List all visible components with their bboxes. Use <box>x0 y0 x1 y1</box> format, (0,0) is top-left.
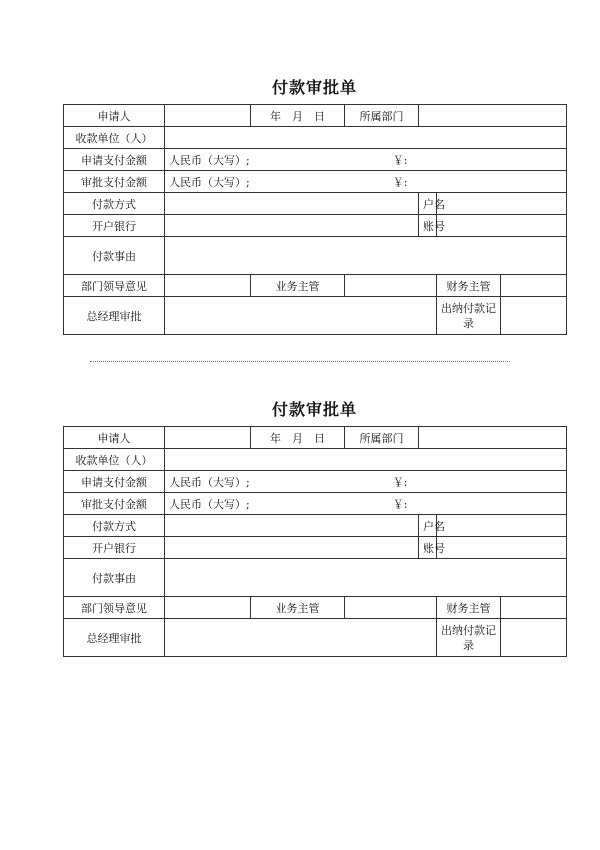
table-row <box>64 171 567 193</box>
account-no-label: 账号 <box>419 215 437 237</box>
department-label: 所属部门 <box>345 427 419 449</box>
apply-amount-label: 申请支付金额 <box>64 149 165 171</box>
table-row <box>64 471 567 493</box>
approval-table <box>63 426 567 657</box>
table-row <box>64 449 567 471</box>
finance-supervisor-label: 财务主管 <box>437 597 501 619</box>
table-row <box>64 537 567 559</box>
payee-unit-label: 收款单位（人） <box>64 449 165 471</box>
payment-approval-form-2 <box>63 398 566 657</box>
table-row <box>64 619 567 657</box>
business-supervisor-field[interactable] <box>345 597 437 619</box>
apply-amount-field[interactable] <box>165 149 567 171</box>
cashier-record-label: 出纳付款记录 <box>437 297 501 335</box>
rmb-capital-label: 人民币（大写）; <box>169 497 250 511</box>
yuan-symbol: ￥: <box>392 497 408 511</box>
payment-method-label: 付款方式 <box>64 193 165 215</box>
table-row <box>64 427 567 449</box>
payment-approval-form-1 <box>63 76 566 335</box>
finance-supervisor-label: 财务主管 <box>437 275 501 297</box>
yuan-symbol: ￥: <box>392 175 408 189</box>
apply-amount-label: 申请支付金额 <box>64 471 165 493</box>
account-name-field[interactable] <box>437 193 567 215</box>
account-no-field[interactable] <box>437 537 567 559</box>
dept-leader-field[interactable] <box>165 597 251 619</box>
table-row <box>64 515 567 537</box>
yuan-symbol: ￥: <box>392 475 408 489</box>
cashier-record-field[interactable] <box>501 297 567 335</box>
account-name-label: 户名 <box>419 193 437 215</box>
finance-supervisor-field[interactable] <box>501 597 567 619</box>
table-row <box>64 127 567 149</box>
rmb-capital-label: 人民币（大写）; <box>169 475 250 489</box>
payment-method-field[interactable] <box>165 193 419 215</box>
applicant-field[interactable] <box>165 105 251 127</box>
approve-amount-label: 审批支付金额 <box>64 171 165 193</box>
yuan-symbol: ￥: <box>392 153 408 167</box>
cashier-record-field[interactable] <box>501 619 567 657</box>
dept-leader-label: 部门领导意见 <box>64 275 165 297</box>
reason-field[interactable] <box>165 559 567 597</box>
account-no-field[interactable] <box>437 215 567 237</box>
approve-amount-field[interactable] <box>165 171 567 193</box>
date-field[interactable]: 年 月 日 <box>251 427 345 449</box>
approval-table <box>63 104 567 335</box>
table-row <box>64 597 567 619</box>
department-label: 所属部门 <box>345 105 419 127</box>
payee-unit-label: 收款单位（人） <box>64 127 165 149</box>
finance-supervisor-field[interactable] <box>501 275 567 297</box>
form-title: 付款审批单 <box>271 78 357 97</box>
approve-amount-field[interactable] <box>165 493 567 515</box>
gm-approval-field[interactable] <box>165 297 437 335</box>
table-row <box>64 215 567 237</box>
gm-approval-label: 总经理审批 <box>64 297 165 335</box>
form-title: 付款审批单 <box>271 400 357 419</box>
table-row <box>64 105 567 127</box>
table-row <box>64 275 567 297</box>
dept-leader-field[interactable] <box>165 275 251 297</box>
applicant-label: 申请人 <box>64 105 165 127</box>
applicant-field[interactable] <box>165 427 251 449</box>
rmb-capital-label: 人民币（大写）; <box>169 153 250 167</box>
gm-approval-field[interactable] <box>165 619 437 657</box>
bank-label: 开户银行 <box>64 537 165 559</box>
table-row <box>64 237 567 275</box>
reason-label: 付款事由 <box>64 559 165 597</box>
payment-method-field[interactable] <box>165 515 419 537</box>
bank-field[interactable] <box>165 215 419 237</box>
cashier-record-label: 出纳付款记录 <box>437 619 501 657</box>
bank-field[interactable] <box>165 537 419 559</box>
account-name-label: 户名 <box>419 515 437 537</box>
table-row <box>64 297 567 335</box>
applicant-label: 申请人 <box>64 427 165 449</box>
bank-label: 开户银行 <box>64 215 165 237</box>
cut-line <box>90 361 510 362</box>
table-row <box>64 149 567 171</box>
approve-amount-label: 审批支付金额 <box>64 493 165 515</box>
account-name-field[interactable] <box>437 515 567 537</box>
table-row <box>64 559 567 597</box>
dept-leader-label: 部门领导意见 <box>64 597 165 619</box>
payment-method-label: 付款方式 <box>64 515 165 537</box>
account-no-label: 账号 <box>419 537 437 559</box>
department-field[interactable] <box>419 105 567 127</box>
business-supervisor-label: 业务主管 <box>251 597 345 619</box>
department-field[interactable] <box>419 427 567 449</box>
business-supervisor-label: 业务主管 <box>251 275 345 297</box>
gm-approval-label: 总经理审批 <box>64 619 165 657</box>
date-field[interactable]: 年 月 日 <box>251 105 345 127</box>
payee-unit-field[interactable] <box>165 449 567 471</box>
business-supervisor-field[interactable] <box>345 275 437 297</box>
apply-amount-field[interactable] <box>165 471 567 493</box>
rmb-capital-label: 人民币（大写）; <box>169 175 250 189</box>
payee-unit-field[interactable] <box>165 127 567 149</box>
reason-label: 付款事由 <box>64 237 165 275</box>
reason-field[interactable] <box>165 237 567 275</box>
table-row <box>64 493 567 515</box>
table-row <box>64 193 567 215</box>
